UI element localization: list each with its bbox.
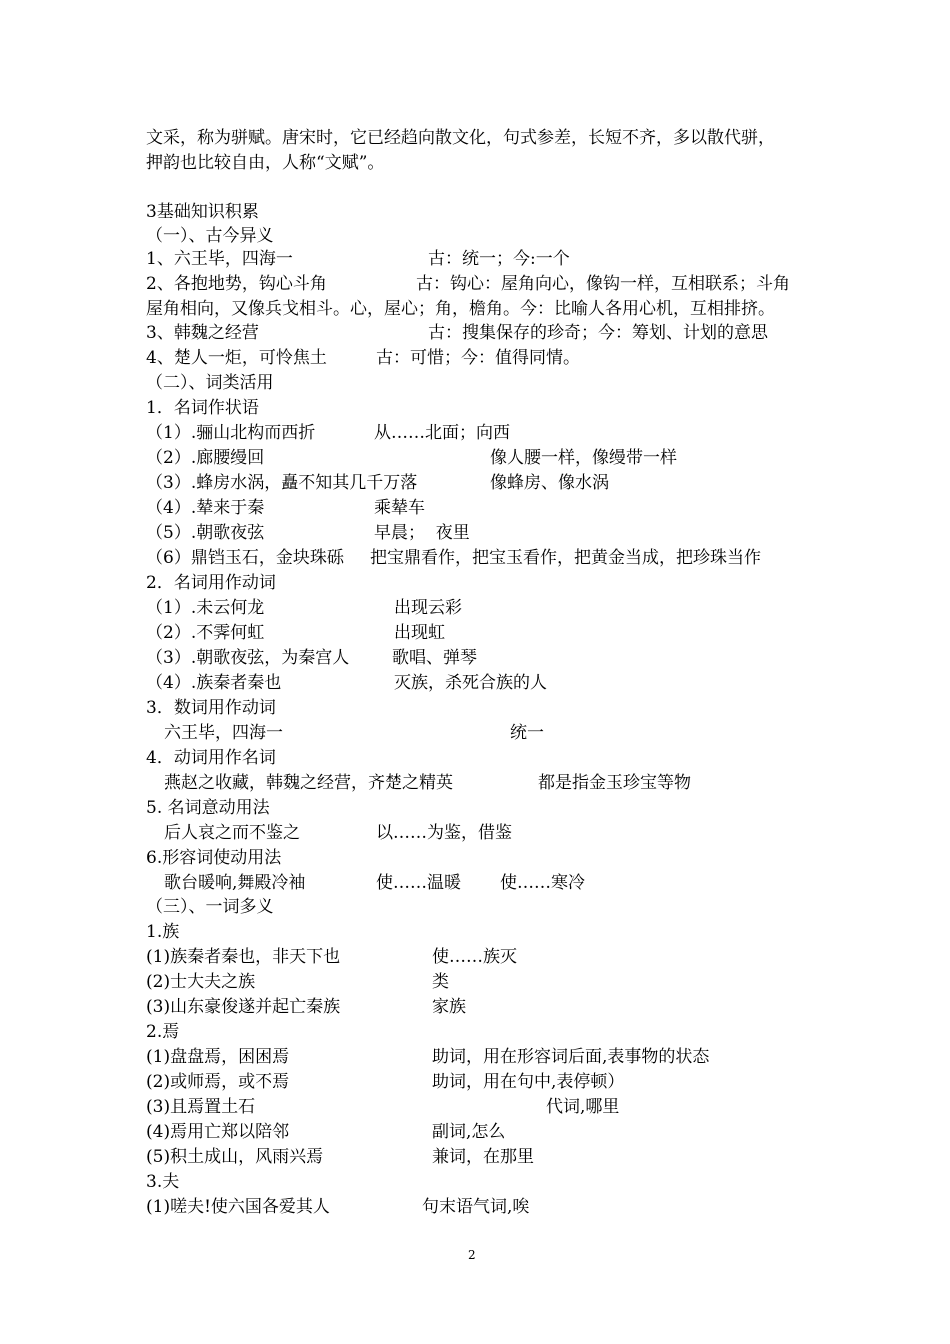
entry-text: 1、六王毕，四海一: [146, 249, 293, 269]
entry-gloss: 把宝鼎看作，把宝玉看作，把黄金当成，把珍珠当作: [370, 548, 761, 568]
entry-gloss: 像蜂房、像水涡: [490, 473, 609, 493]
entry-text: （6）鼎铛玉石，金块珠砾: [146, 548, 344, 568]
entry-row: [164, 721, 544, 745]
entry-gloss: 从……北面；向西: [374, 423, 510, 443]
entry-row: [146, 945, 517, 969]
subsection-title-3: （三）、一词多义: [146, 897, 274, 917]
entry-text: （5）.朝歌夜弦: [146, 523, 265, 543]
entry-text: （1）.未云何龙: [146, 598, 265, 618]
entry-row: [146, 546, 761, 570]
entry-row: [146, 671, 547, 695]
entry-text: (1)族秦者秦也，非天下也: [146, 947, 341, 967]
entry-text: （2）.廊腰缦回: [146, 448, 265, 468]
entry-text: (2)或师焉，或不焉: [146, 1072, 290, 1092]
entry-gloss: 兼词，在那里: [432, 1147, 534, 1167]
entry-continuation: 屋角相向，又像兵戈相斗。心，屋心；角，檐角。今：比喻人各用心机，互相排挤。: [146, 299, 775, 319]
entry-row: [146, 1095, 620, 1119]
entry-gloss: 古：钩心：屋角向心，像钩一样，互相联系；斗角: [416, 274, 790, 294]
entry-row: [146, 496, 425, 520]
entry-row: [164, 821, 512, 845]
entry-gloss: 都是指金玉珍宝等物: [538, 773, 691, 793]
entry-gloss: 类: [432, 972, 449, 992]
entry-gloss: 出现云彩: [394, 598, 462, 618]
entry-row: [146, 521, 470, 545]
entry-text: （4）.族秦者秦也: [146, 673, 282, 693]
entry-gloss: 句末语气词,唉: [422, 1197, 530, 1217]
entry-gloss: 早晨； 夜里: [374, 523, 470, 543]
page-number: 2: [468, 1248, 476, 1262]
group-title: 4．动词用作名词: [146, 748, 276, 768]
entry-row: [146, 995, 466, 1019]
entry-gloss: 歌唱、弹琴: [392, 648, 477, 668]
entry-text: (1)嗟夫!使六国各爱其人: [146, 1197, 330, 1217]
entry-gloss: 使……温暖: [376, 873, 461, 893]
entry-gloss: 像人腰一样，像缦带一样: [490, 448, 677, 468]
entry-row: [146, 1045, 710, 1069]
entry-row: [146, 471, 609, 495]
entry-text: (1)盘盘焉，困困焉: [146, 1047, 290, 1067]
intro-line-2: 押韵也比较自由，人称“文赋”。: [146, 153, 385, 173]
group-title: 3．数词用作动词: [146, 698, 276, 718]
entry-row: [146, 621, 445, 645]
entry-row: [146, 321, 768, 345]
entry-text: 2、各抱地势，钩心斗角: [146, 274, 327, 294]
entry-row: [146, 596, 462, 620]
entry-gloss: 以……为鉴，借鉴: [376, 823, 512, 843]
entry-row: [146, 421, 510, 445]
entry-row: [146, 1120, 506, 1144]
entry-text: 3、韩魏之经营: [146, 323, 259, 343]
subsection-title-2: （二）、词类活用: [146, 373, 274, 393]
entry-row: [164, 771, 691, 795]
entry-row: [146, 346, 580, 370]
entry-gloss: 乘辇车: [374, 498, 425, 518]
entry-gloss: 代词,哪里: [546, 1097, 620, 1117]
entry-text: （1）.骊山北构而西折: [146, 423, 316, 443]
entry-row: [146, 646, 477, 670]
entry-text: 后人哀之而不鉴之: [164, 823, 300, 843]
entry-text: (5)积土成山，风雨兴焉: [146, 1147, 324, 1167]
entry-text: （4）.辇来于秦: [146, 498, 265, 518]
entry-gloss: 使……族灭: [432, 947, 517, 967]
entry-gloss: 统一: [510, 723, 544, 743]
group-title: 5. 名词意动用法: [146, 798, 270, 818]
entry-gloss: 副词,怎么: [432, 1122, 506, 1142]
subsection-title-1: （一）、古今异义: [146, 226, 274, 246]
entry-text: （3）.蜂房水涡，矗不知其几千万落: [146, 473, 418, 493]
entry-row: [146, 1070, 625, 1094]
entry-text: 六王毕，四海一: [164, 723, 283, 743]
entry-gloss: 古：可惜；今：值得同情。: [376, 348, 580, 368]
entry-gloss-2: 使……寒冷: [500, 873, 585, 893]
entry-row: [146, 970, 449, 994]
entry-text: （2）.不霁何虹: [146, 623, 265, 643]
entry-row: [146, 1145, 534, 1169]
entry-row: [146, 1195, 530, 1219]
entry-text: 歌台暖响,舞殿冷袖: [164, 873, 306, 893]
section-heading: 3基础知识积累: [146, 202, 259, 222]
group-title: 6.形容词使动用法: [146, 848, 282, 868]
entry-text: (3)山东豪俊遂并起亡秦族: [146, 997, 341, 1017]
entry-gloss: 助词，用在形容词后面,表事物的状态: [432, 1047, 710, 1067]
group-title: 2．名词用作动词: [146, 573, 276, 593]
entry-text: (3)且焉置土石: [146, 1097, 256, 1117]
group-title: 3.夫: [146, 1172, 180, 1192]
group-title: 1.族: [146, 922, 180, 942]
entry-text: 4、楚人一炬，可怜焦土: [146, 348, 327, 368]
entry-gloss: 灭族，杀死合族的人: [394, 673, 547, 693]
intro-line-1: 文采，称为骈赋。唐宋时，它已经趋向散文化，句式参差，长短不齐，多以散代骈，: [146, 128, 775, 148]
entry-row: [164, 871, 585, 895]
entry-gloss: 古：统一；今:一个: [428, 249, 570, 269]
entry-row: [146, 247, 570, 271]
group-title: 1．名词作状语: [146, 398, 259, 418]
group-title: 2.焉: [146, 1022, 180, 1042]
entry-row: [146, 446, 677, 470]
entry-gloss: 家族: [432, 997, 466, 1017]
entry-gloss: 古：搜集保存的珍奇；今：筹划、计划的意思: [428, 323, 768, 343]
entry-text: (2)士大夫之族: [146, 972, 256, 992]
entry-text: （3）.朝歌夜弦，为秦宫人: [146, 648, 350, 668]
entry-gloss: 助词，用在句中,表停顿）: [432, 1072, 625, 1092]
entry-text: (4)焉用亡郑以陪邻: [146, 1122, 290, 1142]
entry-text: 燕赵之收藏，韩魏之经营，齐楚之精英: [164, 773, 453, 793]
entry-row: [146, 272, 790, 296]
entry-gloss: 出现虹: [394, 623, 445, 643]
